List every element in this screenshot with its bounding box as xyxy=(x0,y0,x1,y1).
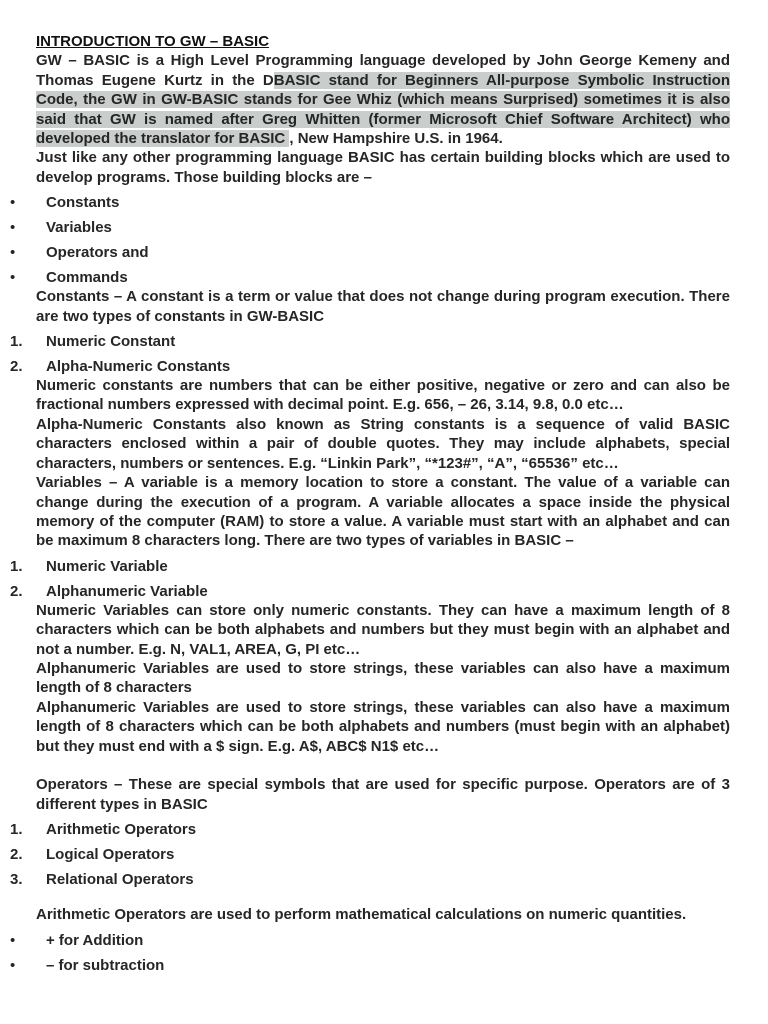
number-marker: 1. xyxy=(10,333,23,351)
spacer xyxy=(36,889,730,905)
bullet-marker: • xyxy=(10,956,16,974)
list-item: • Variables xyxy=(10,219,112,237)
list-item: • + for Addition xyxy=(10,931,144,949)
number-marker: 1. xyxy=(10,821,23,839)
list-item: 1. Arithmetic Operators xyxy=(10,821,197,839)
alpha-variables-paragraph-2: Alphanumeric Variables are used to store strings, these variables can also have a maximum length of 8 characters which can be both alphabets and numbers (must begin with an alphabet) but they must end with a $ sign. E.g. A$, ABC$ N1$ etc… xyxy=(36,698,730,755)
numeric-variables-paragraph: Numeric Variables can store only numeric constants. They can have a maximum length of 8 characters which can be both alphabets and numbers but they must begin with an alphabet and not a number. E.g. N, VAL1, AREA, G, PI etc… xyxy=(36,601,730,658)
constants-definition: Constants – A constant is a term or value that does not change during program execution. There are two types of constants in GW-BASIC xyxy=(36,288,730,325)
list-item: 1. Numeric Variable xyxy=(10,557,168,575)
number-marker: 1. xyxy=(10,557,23,575)
constant-types-list xyxy=(10,332,730,376)
variables-definition: Variables – A variable is a memory location to store a constant. The value of a variable can change during the execution of a program. A variable allocates a space inside the physical memory of the computer (RAM) to store a value. A variable must start with an alphabet and can be maximum 8 characters long. There are two types of variables in BASIC – xyxy=(36,474,730,550)
building-blocks-list xyxy=(10,193,730,287)
list-item: • Operators and xyxy=(10,244,149,262)
list-item: 2. Logical Operators xyxy=(10,846,175,864)
list-item: 1. Numeric Constant xyxy=(10,333,176,351)
spacer xyxy=(36,756,730,775)
operator-types-list xyxy=(10,820,730,889)
bullet-marker: • xyxy=(10,931,16,949)
list-item: • – for subtraction xyxy=(10,956,165,974)
list-item: 3. Relational Operators xyxy=(10,871,194,889)
operators-definition: Operators – These are special symbols that are used for specific purpose. Operators are of 3 different types in BASIC xyxy=(36,776,730,813)
document-page xyxy=(10,32,731,975)
alpha-constants-paragraph: Alpha-Numeric Constants also known as String constants is a sequence of valid BASIC characters enclosed within a pair of double quotes. They may include alphabets, special characters, numbers or sentences. E.g. “Linkin Park”, “*123#”, “A”, “65536” etc… xyxy=(36,415,730,472)
list-item: 2. Alpha-Numeric Constants xyxy=(10,358,231,376)
intro-text: GW – BASIC is a High Level Programming language developed by John George Kemeny and Thomas Eugene Kurtz in the D xyxy=(36,52,730,89)
list-item: 2. Alphanumeric Variable xyxy=(10,582,208,600)
bullet-marker: • xyxy=(10,219,16,237)
intro-text-end: , New Hampshire U.S. in 1964. xyxy=(289,130,503,148)
bullet-marker: • xyxy=(10,244,16,262)
alpha-variables-paragraph-1: Alphanumeric Variables are used to store strings, these variables can also have a maximum length of 8 characters xyxy=(36,659,730,697)
document-title: INTRODUCTION TO GW – BASIC xyxy=(36,33,270,50)
variable-types-list xyxy=(10,557,730,601)
bullet-marker: • xyxy=(10,194,16,212)
number-marker: 2. xyxy=(10,846,23,864)
intro-paragraph xyxy=(36,51,730,148)
arithmetic-operators-list xyxy=(10,931,730,975)
numeric-constants-paragraph: Numeric constants are numbers that can be either positive, negative or zero and can also be fractional numbers expressed with decimal point. E.g. 656, – 26, 3.14, 9.8, 0.0 etc… xyxy=(36,377,730,414)
number-marker: 3. xyxy=(10,871,23,889)
number-marker: 2. xyxy=(10,358,23,376)
list-item: • Constants xyxy=(10,194,120,212)
arithmetic-definition: Arithmetic Operators are used to perform mathematical calculations on numeric quantities. xyxy=(36,906,687,924)
highlighted-text[interactable]: BASIC stand for Beginners All-purpose Symbolic Instruction Code, the GW in GW-BASIC stands for Gee Whiz (which means Surprised) sometimes it is also said that GW is named after Greg Whitten (former Microsoft Chief Software Architect) who developed the translator for BASIC xyxy=(36,71,731,148)
bullet-marker: • xyxy=(10,269,16,287)
blocks-intro-paragraph: Just like any other programming language BASIC has certain building blocks which are used to develop programs. Those building blocks are – xyxy=(36,149,730,186)
number-marker: 2. xyxy=(10,582,23,600)
list-item: • Commands xyxy=(10,269,128,287)
